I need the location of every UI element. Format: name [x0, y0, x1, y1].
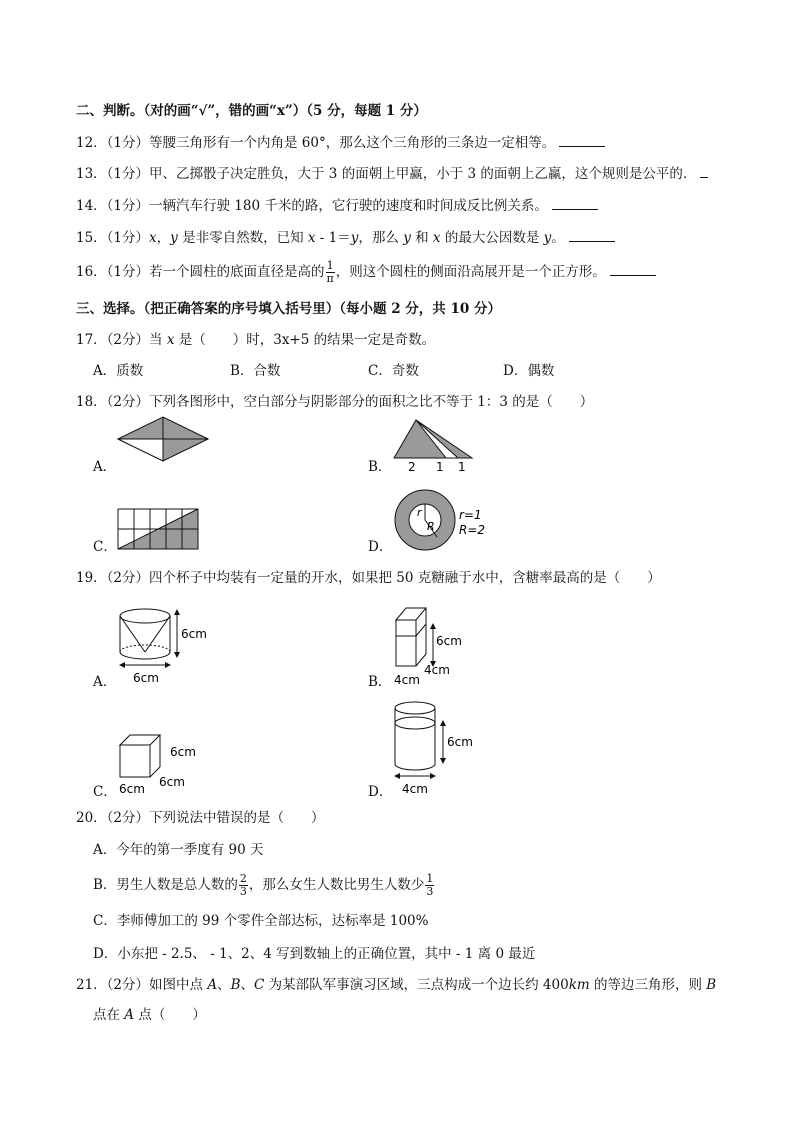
question-13-text: 13．（1分）甲、乙掷骰子决定胜负，大于 3 的面朝上甲赢，小于 3 的面朝上乙赢，这个规则是公平的． — [76, 166, 697, 182]
q19-figure-b-box — [392, 602, 482, 688]
q15-sep: ， — [156, 230, 171, 246]
q19-option-b[interactable]: B． — [368, 674, 392, 690]
q17-option-a[interactable]: A．质数 — [93, 363, 144, 379]
point-b: B — [230, 977, 241, 993]
q19-c-width: 6cm — [119, 782, 145, 795]
section-2-title: 二、判断。（对的画“√”，错的画“x”）（5 分，每题 1 分） — [76, 103, 427, 119]
fraction-numerator: 1 — [426, 872, 434, 885]
q18-b-label-2: 2 — [408, 460, 416, 474]
q17-option-d[interactable]: D．偶数 — [503, 363, 555, 379]
q18-figure-c-shade — [117, 508, 199, 550]
question-21 — [76, 975, 716, 995]
q18-figure-a-rhombus — [117, 415, 209, 463]
q18-option-b[interactable]: B． — [368, 459, 392, 475]
q17-option-c[interactable]: C．奇数 — [368, 363, 419, 379]
q19-c-depth: 6cm — [159, 775, 185, 789]
fraction-1-over-3 — [425, 873, 434, 898]
point-c: C — [253, 977, 265, 993]
fraction-denominator: π — [326, 272, 334, 285]
q19-c-height: 6cm — [170, 745, 196, 759]
q19-option-a[interactable]: A． — [93, 674, 117, 690]
answer-blank-16[interactable] — [610, 263, 656, 276]
q18-option-c[interactable]: C． — [93, 539, 117, 555]
q19-d-width: 4cm — [402, 782, 428, 796]
answer-blank-15[interactable] — [569, 229, 615, 242]
q20-option-c[interactable]: C．李师傅加工的 99 个零件全部达标，达标率是 100% — [93, 913, 429, 929]
question-14 — [76, 196, 598, 216]
q15-eq-op: - 1＝ — [315, 230, 351, 246]
question-14-text: 14．（1分）一辆汽车行驶 180 千米的路，它行驶的速度和时间成反比例关系。 — [76, 198, 548, 214]
question-12-text: 12．（1分）等腰三角形有一个内角是 60°，那么这个三角形的三条边一定相等。 — [76, 135, 556, 151]
q18-d-r: r — [417, 506, 422, 519]
q19-option-d[interactable]: D． — [368, 784, 393, 800]
q19-b-height: 6cm — [436, 634, 462, 648]
question-18: 18．（2分）下列各图形中，空白部分与阴影部分的面积之比不等于 1：3 的是（ ） — [76, 394, 594, 410]
q18-d-r-eq: r=1 — [459, 508, 482, 522]
var-x: x — [307, 230, 316, 246]
q18-figure-b-triangle — [392, 418, 474, 474]
q15-end: 。 — [551, 230, 565, 246]
var-y: y — [350, 230, 359, 246]
q18-d-R-eq: R=2 — [459, 523, 486, 537]
q15-prefix: 15．（1分） — [76, 230, 150, 246]
fraction-1-over-pi — [326, 260, 335, 285]
q18-figure-d-ring — [393, 488, 503, 552]
q17-prefix: 17．（2分）当 — [76, 332, 167, 348]
q20-option-d[interactable]: D．小东把 - 2.5、 - 1、2、4 写到数轴上的正确位置，其中 - 1 离 0 最近 — [93, 946, 536, 962]
q21-sep1: 、 — [217, 977, 231, 993]
q18-b-label-1b: 1 — [458, 460, 466, 474]
q20-b-mid: ，那么女生人数比男生人数少 — [248, 877, 425, 893]
q19-b-depth: 4cm — [424, 663, 450, 677]
var-y: y — [403, 230, 411, 246]
fraction-denominator: 3 — [239, 885, 247, 898]
question-21-line2 — [93, 1005, 206, 1025]
question-15 — [76, 228, 615, 248]
q15-mid: 是非零自然数，已知 — [177, 230, 308, 246]
q21-mid2: 的等边三角形，则 — [589, 977, 707, 993]
point-a: A — [124, 1007, 135, 1023]
q18-d-R: R — [427, 520, 435, 533]
q19-option-c[interactable]: C． — [93, 784, 117, 800]
var-x: x — [149, 230, 157, 246]
q19-figure-c-cube — [115, 733, 205, 795]
question-13 — [76, 164, 708, 184]
section-3-title: 三、选择。（把正确答案的序号填入括号里）（每小题 2 分，共 10 分） — [76, 301, 501, 317]
q19-figure-a-cylinder-cone — [115, 605, 215, 687]
q20-option-b[interactable] — [93, 873, 435, 898]
point-b: B — [706, 977, 717, 993]
question-19: 19．（2分）四个杯子中均装有一定量的开水，如果把 50 克糖融于水中，含糖率最高的是（ ） — [76, 570, 661, 586]
q19-b-width: 4cm — [394, 673, 420, 687]
question-16 — [76, 260, 656, 285]
q19-a-width: 6cm — [133, 671, 159, 685]
question-12 — [76, 133, 605, 153]
q20-b-prefix: B．男生人数是总人数的 — [93, 877, 238, 893]
var-y: y — [543, 230, 552, 246]
q15-mid2: ，那么 — [358, 230, 404, 246]
var-x: x — [432, 230, 441, 246]
point-a: A — [207, 977, 218, 993]
answer-blank-12[interactable] — [559, 134, 605, 147]
q19-d-height: 6cm — [447, 735, 473, 749]
fraction-denominator: 3 — [426, 885, 434, 898]
fraction-numerator: 1 — [326, 259, 334, 272]
question-17 — [76, 330, 435, 350]
q15-mid4: 的最大公因数是 — [440, 230, 544, 246]
q19-a-height: 6cm — [181, 627, 207, 641]
q15-mid3: 和 — [410, 230, 433, 246]
fraction-numerator: 2 — [239, 872, 247, 885]
q17-option-b[interactable]: B．合数 — [230, 363, 281, 379]
var-y: y — [170, 230, 178, 246]
q18-b-label-1a: 1 — [436, 460, 444, 474]
q21-prefix: 21．（2分）如图中点 — [76, 977, 208, 993]
fraction-2-over-3 — [239, 873, 248, 898]
q21-line2-prefix: 点在 — [93, 1007, 125, 1023]
q17-suffix: 是（ ）时，3x+5 的结果一定是奇数。 — [174, 332, 436, 348]
unit-km: km — [568, 977, 590, 993]
q21-mid: 为某部队军事演习区域，三点构成一个边长约 400 — [264, 977, 569, 993]
q18-option-d[interactable]: D． — [368, 539, 393, 555]
q18-option-a[interactable]: A． — [93, 459, 117, 475]
answer-blank-14[interactable] — [552, 197, 598, 210]
var-x: x — [166, 332, 175, 348]
q20-option-a[interactable]: A．今年的第一季度有 90 天 — [93, 842, 264, 858]
q21-sep2: 、 — [240, 977, 254, 993]
q16-prefix: 16．（1分）若一个圆柱的底面直径是高的 — [76, 264, 325, 280]
q21-line2-suffix: 点（ ） — [134, 1007, 206, 1023]
answer-blank-13[interactable] — [700, 165, 708, 178]
question-20: 20．（2分）下列说法中错误的是（ ） — [76, 810, 325, 826]
q19-figure-d-cylinder — [392, 698, 482, 798]
q16-suffix: ，则这个圆柱的侧面沿高展开是一个正方形。 — [335, 264, 606, 280]
